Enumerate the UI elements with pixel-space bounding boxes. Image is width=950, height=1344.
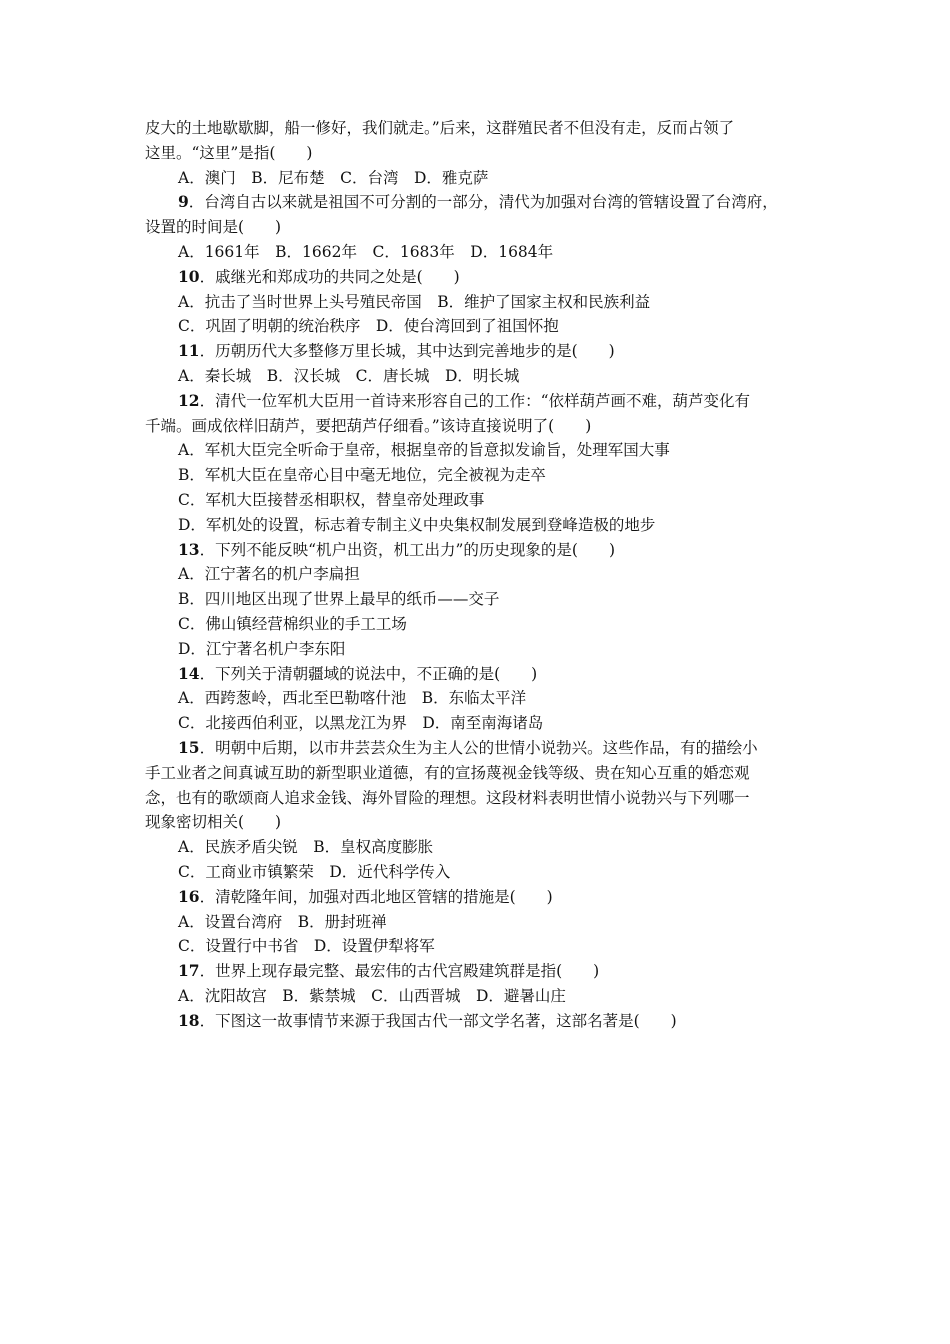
question-number: 18	[178, 1010, 200, 1030]
text-line	[145, 637, 825, 662]
text-line	[145, 711, 825, 736]
line-text: ．下列不能反映“机户出资，机工出力”的历史现象的是( )	[199, 540, 616, 559]
line-text: ．戚继光和郑成功的共同之处是( )	[199, 267, 460, 286]
text-line	[145, 934, 825, 959]
text-line	[145, 414, 825, 439]
text-line	[145, 587, 825, 612]
question-number: 9	[178, 192, 189, 212]
line-text: ．下列关于清朝疆域的说法中，不正确的是( )	[199, 664, 538, 683]
question-number: 12	[178, 390, 200, 410]
line-text: A．西跨葱岭，西北至巴勒喀什池 B．东临太平洋	[178, 689, 527, 708]
text-line	[145, 364, 825, 389]
text-line	[145, 240, 825, 265]
text-line	[145, 562, 825, 587]
line-text: 皮大的土地歇歇脚，船一修好，我们就走。”后来，这群殖民者不但没有走，反而占领了	[145, 119, 735, 137]
question-number: 14	[178, 663, 200, 683]
line-text: A．民族矛盾尖锐 B．皇权高度膨胀	[178, 838, 434, 857]
line-text: 现象密切相关( )	[145, 813, 282, 832]
question-line	[145, 1009, 825, 1034]
text-line	[145, 290, 825, 315]
line-text: 千端。画成依样旧葫芦，要把葫芦仔细看。”该诗直接说明了( )	[145, 416, 592, 435]
line-text: C．巩固了明朝的统治秩序 D．使台湾回到了祖国怀抱	[178, 317, 559, 336]
text-line	[145, 761, 825, 786]
question-line	[145, 736, 825, 761]
line-text: A．1661年 B．1662年 C．1683年 D．1684年	[178, 242, 554, 261]
text-line	[145, 686, 825, 711]
text-line	[145, 463, 825, 488]
line-text: A．沈阳故宫 B．紫禁城 C．山西晋城 D．避暑山庄	[178, 986, 566, 1005]
line-text: A．军机大臣完全听命于皇帝，根据皇帝的旨意拟发谕旨，处理军国大事	[178, 441, 670, 460]
text-line	[145, 612, 825, 637]
question-number: 10	[178, 266, 200, 286]
line-text: 设置的时间是( )	[145, 218, 282, 237]
line-text: B．军机大臣在皇帝心目中毫无地位，完全被视为走卒	[178, 466, 546, 485]
line-text: 这里。“这里”是指( )	[145, 143, 313, 162]
text-line	[145, 984, 825, 1009]
text-line	[145, 314, 825, 339]
question-line	[145, 265, 825, 290]
text-line	[145, 488, 825, 513]
line-text: ．历朝历代大多整修万里长城，其中达到完善地步的是( )	[199, 342, 615, 361]
question-line	[145, 389, 825, 414]
text-line	[145, 215, 825, 240]
text-line	[145, 513, 825, 538]
question-line	[145, 662, 825, 687]
text-line	[145, 835, 825, 860]
text-line	[145, 786, 825, 811]
line-text: ．清代一位军机大臣用一首诗来形容自己的工作：“依样葫芦画不难，葫芦变化有	[199, 391, 751, 410]
question-line	[145, 959, 825, 984]
line-text: ．下图这一故事情节来源于我国古代一部文学名著，这部名著是( )	[199, 1011, 677, 1030]
question-line	[145, 885, 825, 910]
text-line	[145, 438, 825, 463]
line-text: D．江宁著名机户李东阳	[178, 639, 346, 658]
text-line	[145, 166, 825, 191]
line-text: C．军机大臣接替丞相职权，替皇帝处理政事	[178, 490, 485, 509]
text-line	[145, 141, 825, 166]
line-text: 念，也有的歌颂商人追求金钱、海外冒险的理想。这段材料表明世情小说勃兴与下列哪一	[145, 788, 750, 807]
question-line	[145, 190, 825, 215]
question-line	[145, 339, 825, 364]
line-text: A．设置台湾府 B．册封班禅	[178, 912, 387, 931]
line-text: A．秦长城 B．汉长城 C．唐长城 D．明长城	[178, 366, 520, 385]
question-line	[145, 538, 825, 563]
line-text: ．世界上现存最完整、最宏伟的古代宫殿建筑群是指( )	[199, 962, 600, 981]
line-text: D．军机处的设置，标志着专制主义中央集权制发展到登峰造极的地步	[178, 515, 656, 534]
text-line	[145, 810, 825, 835]
question-number: 15	[178, 737, 200, 757]
question-number: 17	[178, 961, 200, 981]
line-text: B．四川地区出现了世界上最早的纸币——交子	[178, 590, 500, 609]
line-text: C．佛山镇经营棉织业的手工工场	[178, 614, 407, 633]
line-text: A．江宁著名的机户李扁担	[178, 565, 360, 584]
document-page	[145, 116, 825, 1033]
question-number: 11	[178, 341, 200, 361]
question-number: 16	[178, 886, 200, 906]
text-line	[145, 116, 825, 141]
line-text: ．台湾自古以来就是祖国不可分割的一部分，清代为加强对台湾的管辖设置了台湾府，	[188, 193, 778, 212]
question-number: 13	[178, 539, 200, 559]
line-text: ．明朝中后期，以市井芸芸众生为主人公的世情小说勃兴。这些作品，有的描绘小	[199, 738, 758, 757]
text-line	[145, 860, 825, 885]
line-text: C．设置行中书省 D．设置伊犁将军	[178, 937, 435, 956]
line-text: C．工商业市镇繁荣 D．近代科学传入	[178, 862, 451, 881]
line-text: C．北接西伯利亚，以黑龙江为界 D．南至南海诸岛	[178, 714, 544, 733]
line-text: A．澳门 B．尼布楚 C．台湾 D．雅克萨	[178, 168, 489, 187]
text-line	[145, 910, 825, 935]
line-text: 手工业者之间真诚互助的新型职业道德，有的宣扬蔑视金钱等级、贵在知心互重的婚恋观	[145, 763, 750, 782]
line-text: ．清乾隆年间，加强对西北地区管辖的措施是( )	[199, 887, 553, 906]
line-text: A．抗击了当时世界上头号殖民帝国 B．维护了国家主权和民族利益	[178, 292, 651, 311]
